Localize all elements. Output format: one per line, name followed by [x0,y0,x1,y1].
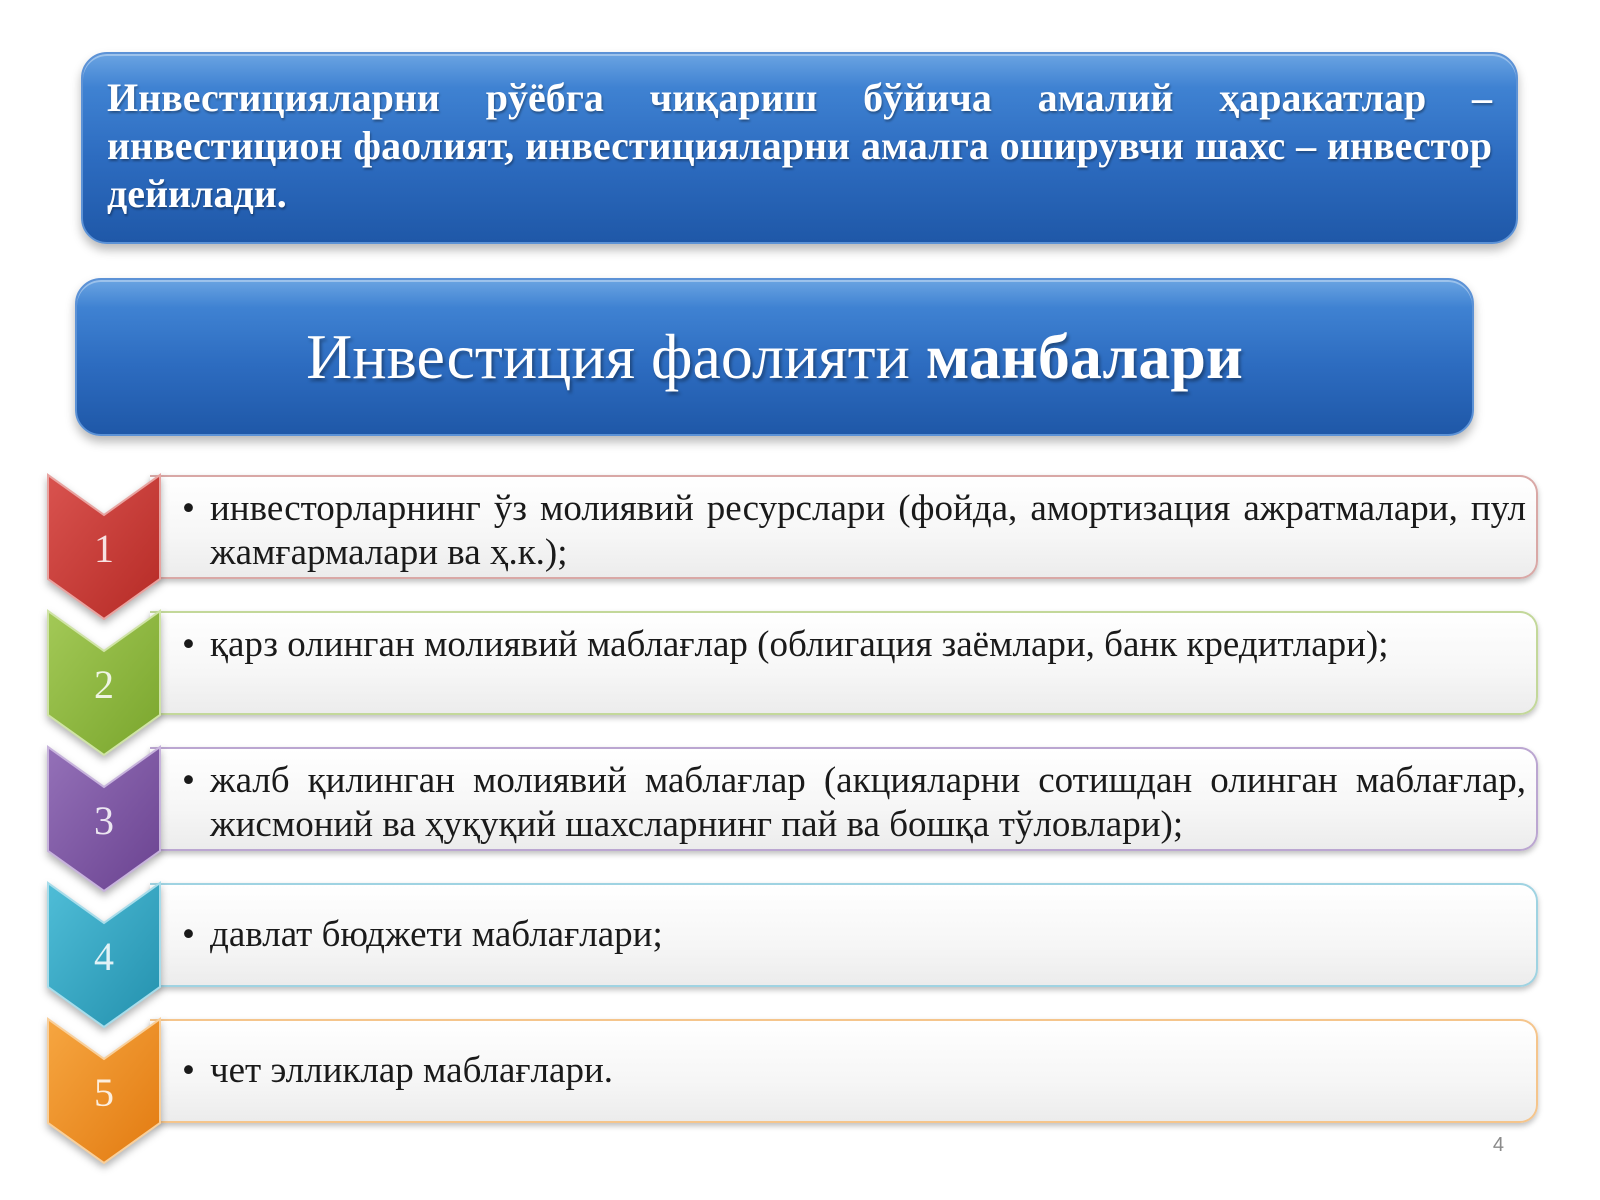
title-regular: Инвестиция фаолияти [306,321,926,392]
source-text-4: • давлат бюджети маблағлари; [210,913,1526,957]
chevron-number-3: 3 [94,798,114,843]
chevron-2 [48,611,160,769]
page-title [306,322,1243,392]
definition-box [81,52,1518,244]
source-text-3: • жалб қилинган молиявий маблағлар (акцияларни сотишдан олинган маблағлар, жисмоний ва ҳуқуқий шахсларнинг пай ва бошқа тўловлари); [210,759,1526,847]
chevron-5 [48,1019,160,1177]
chevron-1 [48,475,160,633]
source-item-1 [150,475,1538,579]
chevron-number-4: 4 [94,934,114,979]
definition-text: Инвестицияларни рўёбга чиқариш бўйича амалий ҳаракатлар – инвестицион фаолият, инвестицияларни амалга оширувчи шахс – инвестор дейилади. [107,75,1492,216]
source-item-3 [150,747,1538,851]
chevron-number-5: 5 [94,1070,114,1115]
chevron-4 [48,883,160,1041]
source-item-2 [150,611,1538,715]
source-text-1: • инвесторларнинг ўз молиявий ресурслари (фойда, амортизация ажратмалари, пул жамғармалари ва ҳ.к.); [210,487,1526,575]
source-text-5: • чет элликлар маблағлари. [210,1049,1526,1093]
source-item-4 [150,883,1538,987]
chevron-number-1: 1 [94,526,114,571]
title-box [75,278,1474,436]
chevron-3 [48,747,160,905]
source-text-2: • қарз олинган молиявий маблағлар (облигация заёмлари, банк кредитлари); [210,623,1526,667]
title-bold: манбалари [925,321,1243,392]
chevron-number-2: 2 [94,662,114,707]
source-item-5 [150,1019,1538,1123]
page-number: 4 [1492,1134,1504,1156]
